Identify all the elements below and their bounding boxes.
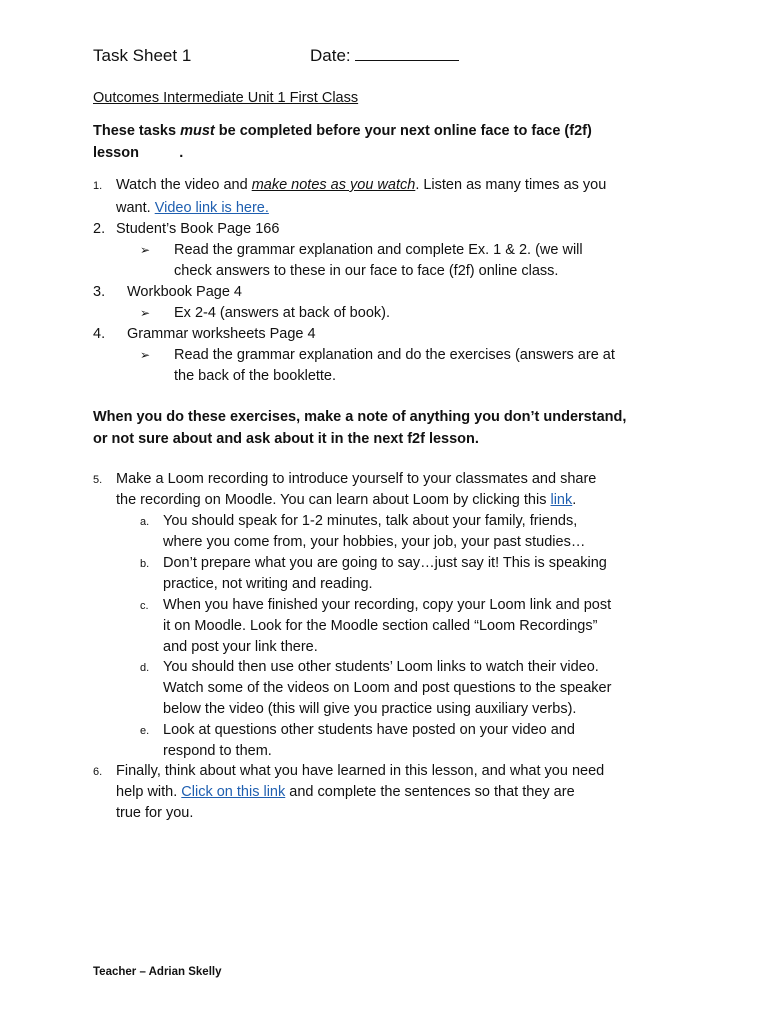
task5-line-1: Make a Loom recording to introduce yourself to your classmates and share <box>116 471 597 487</box>
intro-text-a: These tasks <box>93 123 181 139</box>
task2-number: 2. <box>93 221 106 237</box>
sub-item-b-line-2: practice, not writing and reading. <box>163 576 373 592</box>
subtitle <box>93 90 358 106</box>
task6-line-3: true for you. <box>116 805 194 821</box>
loom-info-link[interactable]: link <box>550 492 573 508</box>
task4-text: Grammar worksheets Page 4 <box>127 326 316 342</box>
sub-item-label: b. <box>140 558 150 570</box>
sub-item-b-line-1: Don’t prepare what you are going to say…just say it! This is speaking <box>163 555 607 571</box>
sub-item-e-line-1: Look at questions other students have posted on your video and <box>163 722 575 738</box>
task2-bullet-line-1: Read the grammar explanation and complete Ex. 1 & 2. (we will <box>174 242 583 258</box>
note-line-1: When you do these exercises, make a note of anything you don’t understand, <box>93 409 627 425</box>
arrow-bullet-icon: ➢ <box>140 243 151 257</box>
task3-bullet-line-1: Ex 2-4 (answers at back of book). <box>174 305 390 321</box>
sub-item-label: c. <box>140 600 149 612</box>
sub-item-c-line-3: and post your link there. <box>163 639 318 655</box>
intro-text-b: be completed before your next online face to face (f2f) <box>214 123 592 139</box>
sub-item-label: a. <box>140 516 150 528</box>
sub-item-d-line-3: below the video (this will give you practice using auxiliary verbs). <box>163 701 577 717</box>
sub-item-a-line-2: where you come from, your hobbies, your job, your past studies… <box>163 534 586 550</box>
task2-text: Student’s Book Page 166 <box>116 221 280 237</box>
task1-line-2 <box>116 198 269 218</box>
task1-line-1 <box>116 175 606 195</box>
task6-number: 6. <box>93 766 103 778</box>
arrow-bullet-icon: ➢ <box>140 306 151 320</box>
task6-line-1: Finally, think about what you have learned in this lesson, and what you need <box>116 763 605 779</box>
date-blank-line <box>355 46 459 61</box>
date-field <box>310 46 459 66</box>
task1-italic-text: make notes as you watch <box>251 177 416 193</box>
sub-item-c-line-2: it on Moodle. Look for the Moodle section called “Loom Recordings” <box>163 618 598 634</box>
sub-item-label: d. <box>140 662 150 674</box>
task2-bullet-line-2: check answers to these in our face to face (f2f) online class. <box>174 263 559 279</box>
page-title: Task Sheet 1 <box>93 46 192 65</box>
task1-number: 1. <box>93 180 103 192</box>
footer-teacher: Teacher – Adrian Skelly <box>93 966 222 978</box>
intro-must: must <box>180 123 215 139</box>
task3-text: Workbook Page 4 <box>127 284 242 300</box>
task5-line-2 <box>116 490 576 510</box>
task1-text-b: . Listen as many times as you <box>415 177 607 193</box>
task1-line2-text: want. <box>116 200 155 216</box>
task5-line2-end: . <box>572 492 577 508</box>
task5-line2-text: the recording on Moodle. You can learn about Loom by clicking this <box>116 492 551 508</box>
sub-item-a-line-1: You should speak for 1-2 minutes, talk about your family, friends, <box>163 513 578 529</box>
subtitle-text: Outcomes Intermediate Unit 1 First Class <box>93 90 359 106</box>
task4-bullet-line-1: Read the grammar explanation and do the exercises (answers are at <box>174 347 615 363</box>
task4-number: 4. <box>93 326 106 342</box>
task3-number: 3. <box>93 284 106 300</box>
sub-item-d-line-2: Watch some of the videos on Loom and post questions to the speaker <box>163 680 612 696</box>
task4-bullet-line-2: the back of the booklette. <box>174 368 337 384</box>
arrow-bullet-icon: ➢ <box>140 348 151 362</box>
task5-number: 5. <box>93 474 103 486</box>
date-label: Date: <box>310 46 351 65</box>
intro-line-1 <box>93 121 592 141</box>
task6-line2-end: and complete the sentences so that they are <box>285 784 575 800</box>
sub-item-label: e. <box>140 725 150 737</box>
sentences-link[interactable]: Click on this link <box>181 784 286 800</box>
task1-text-a: Watch the video and <box>116 177 252 193</box>
task6-line-2 <box>116 782 575 802</box>
sub-item-e-line-2: respond to them. <box>163 743 272 759</box>
intro-line-2: lesson . <box>93 145 184 161</box>
note-line-2: or not sure about and ask about it in the next f2f lesson. <box>93 431 479 447</box>
task6-line2-text: help with. <box>116 784 182 800</box>
sub-item-c-line-1: When you have finished your recording, copy your Loom link and post <box>163 597 612 613</box>
video-link[interactable]: Video link is here. <box>154 200 269 216</box>
sub-item-d-line-1: You should then use other students’ Loom links to watch their video. <box>163 659 599 675</box>
